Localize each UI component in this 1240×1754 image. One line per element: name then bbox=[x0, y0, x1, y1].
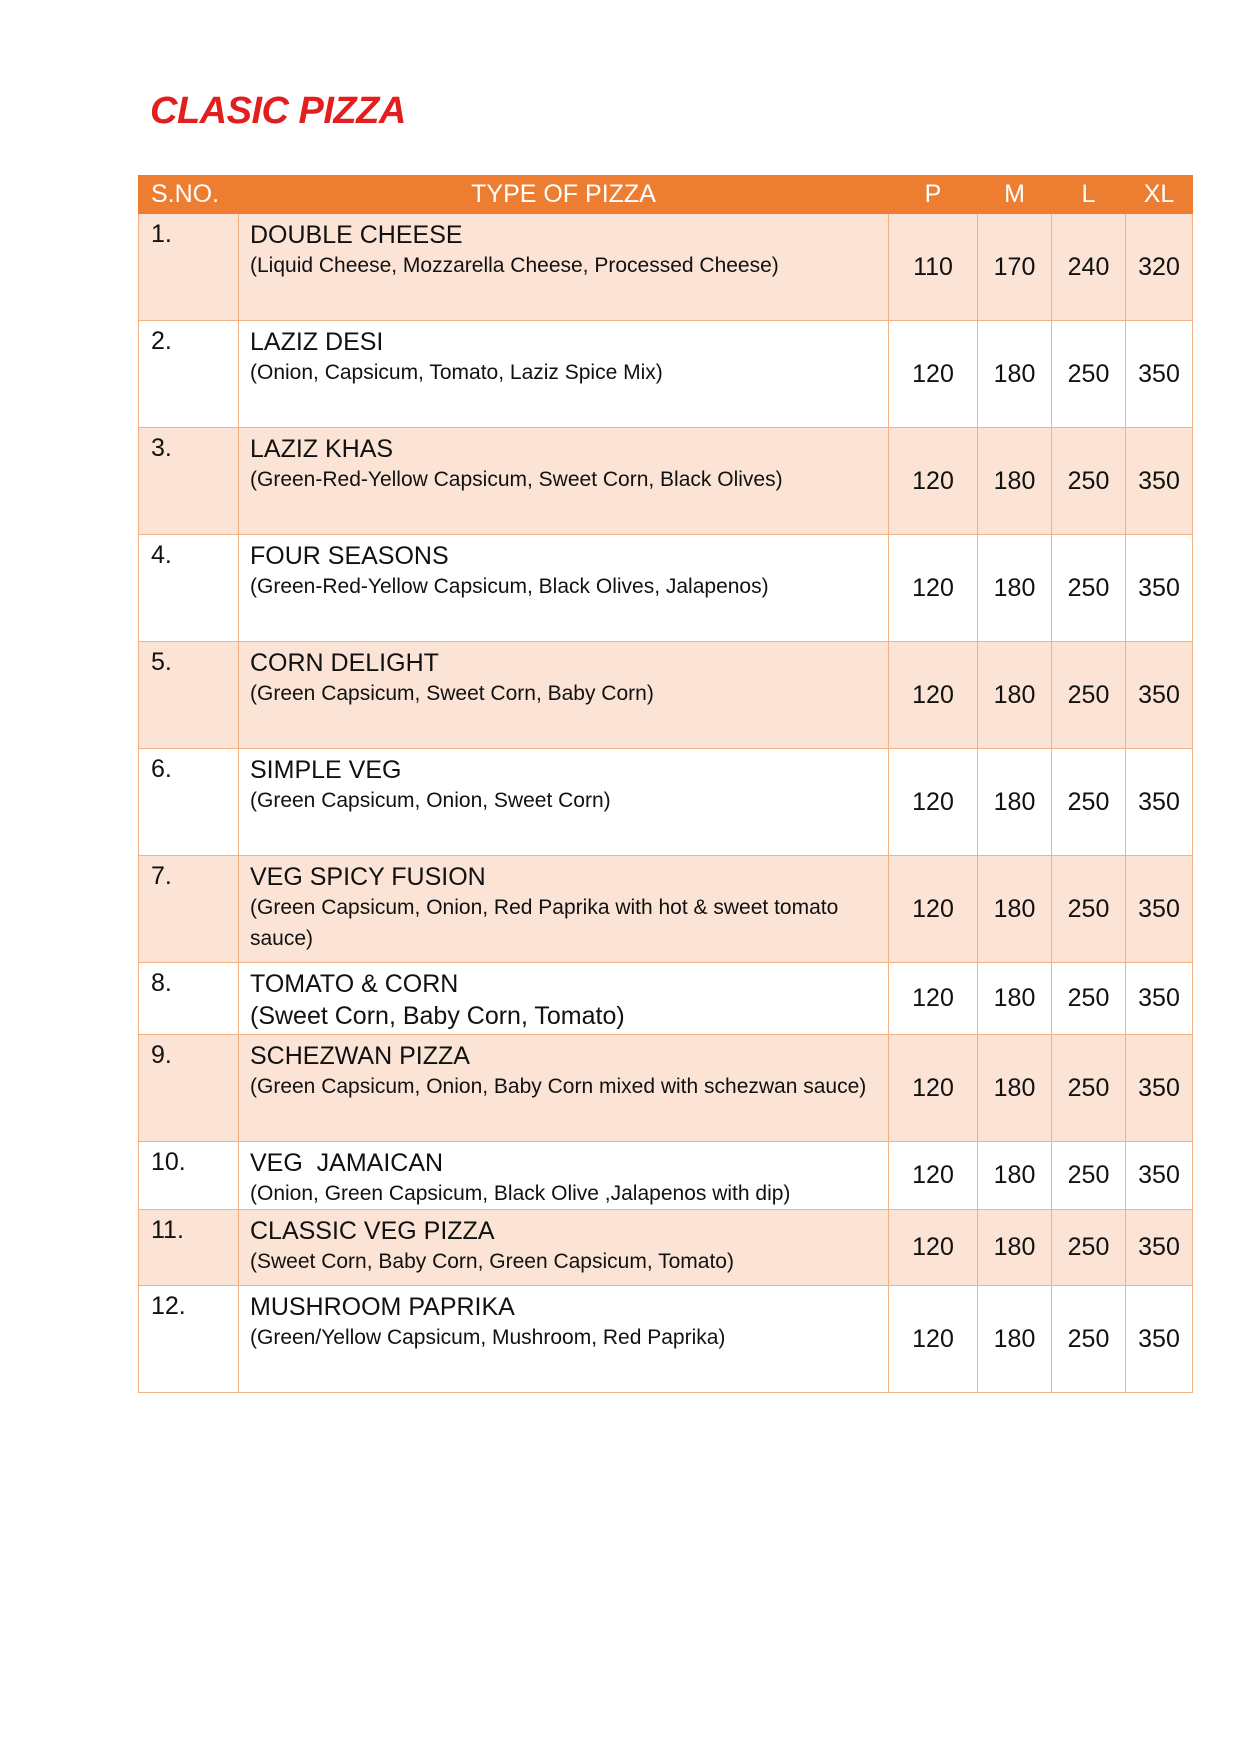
table-row bbox=[139, 321, 1193, 428]
row-sno: 3. bbox=[139, 428, 239, 535]
pizza-cell bbox=[239, 1035, 889, 1142]
price-m: 180 bbox=[978, 535, 1052, 642]
price-l: 250 bbox=[1052, 535, 1126, 642]
table-row bbox=[139, 1142, 1193, 1210]
pizza-cell bbox=[239, 1142, 889, 1210]
pizza-ingredients: (Green Capsicum, Onion, Sweet Corn) bbox=[250, 789, 611, 812]
table-row bbox=[139, 963, 1193, 1035]
table-row bbox=[139, 535, 1193, 642]
pizza-cell bbox=[239, 535, 889, 642]
price-l: 250 bbox=[1052, 856, 1126, 963]
pizza-name: SIMPLE VEG bbox=[250, 756, 402, 784]
price-m: 180 bbox=[978, 1035, 1052, 1142]
pizza-cell bbox=[239, 321, 889, 428]
pizza-ingredients: (Sweet Corn, Baby Corn, Tomato) bbox=[250, 1002, 625, 1030]
row-sno: 4. bbox=[139, 535, 239, 642]
pizza-cell bbox=[239, 428, 889, 535]
row-sno: 12. bbox=[139, 1286, 239, 1393]
price-p: 120 bbox=[889, 1035, 978, 1142]
price-xl: 350 bbox=[1126, 535, 1193, 642]
price-m: 180 bbox=[978, 1142, 1052, 1210]
pizza-cell bbox=[239, 642, 889, 749]
price-p: 120 bbox=[889, 1286, 978, 1393]
price-m: 170 bbox=[978, 214, 1052, 321]
price-p: 120 bbox=[889, 856, 978, 963]
price-m: 180 bbox=[978, 856, 1052, 963]
pizza-name: DOUBLE CHEESE bbox=[250, 221, 463, 249]
row-sno: 1. bbox=[139, 214, 239, 321]
pizza-name: MUSHROOM PAPRIKA bbox=[250, 1293, 515, 1321]
pizza-ingredients: (Sweet Corn, Baby Corn, Green Capsicum, Tomato) bbox=[250, 1250, 734, 1273]
row-sno: 6. bbox=[139, 749, 239, 856]
page-title: CLASIC PIZZA bbox=[150, 90, 406, 132]
price-p: 120 bbox=[889, 1210, 978, 1286]
price-xl: 350 bbox=[1126, 1286, 1193, 1393]
header-p: P bbox=[889, 176, 978, 214]
price-l: 250 bbox=[1052, 1286, 1126, 1393]
table-row bbox=[139, 642, 1193, 749]
price-xl: 350 bbox=[1126, 1142, 1193, 1210]
price-xl: 320 bbox=[1126, 214, 1193, 321]
pizza-cell bbox=[239, 856, 889, 963]
row-sno: 11. bbox=[139, 1210, 239, 1286]
price-p: 120 bbox=[889, 749, 978, 856]
row-sno: 5. bbox=[139, 642, 239, 749]
pizza-name: TOMATO & CORN bbox=[250, 970, 459, 998]
table-row bbox=[139, 1035, 1193, 1142]
price-l: 250 bbox=[1052, 1210, 1126, 1286]
price-l: 250 bbox=[1052, 1142, 1126, 1210]
pizza-name: VEG JAMAICAN bbox=[250, 1149, 444, 1177]
price-l: 250 bbox=[1052, 321, 1126, 428]
table-row bbox=[139, 749, 1193, 856]
price-xl: 350 bbox=[1126, 428, 1193, 535]
table-header-row bbox=[139, 176, 1193, 214]
table-row bbox=[139, 856, 1193, 963]
price-m: 180 bbox=[978, 1286, 1052, 1393]
row-sno: 10. bbox=[139, 1142, 239, 1210]
table-row bbox=[139, 214, 1193, 321]
price-xl: 350 bbox=[1126, 1210, 1193, 1286]
pizza-ingredients: (Onion, Green Capsicum, Black Olive ,Jalapenos with dip) bbox=[250, 1182, 791, 1205]
row-sno: 9. bbox=[139, 1035, 239, 1142]
row-sno: 8. bbox=[139, 963, 239, 1035]
pizza-cell bbox=[239, 214, 889, 321]
price-xl: 350 bbox=[1126, 749, 1193, 856]
pizza-ingredients: (Green Capsicum, Onion, Baby Corn mixed with schezwan sauce) bbox=[250, 1075, 867, 1098]
pizza-cell bbox=[239, 1286, 889, 1393]
pizza-name: CORN DELIGHT bbox=[250, 649, 439, 677]
price-p: 120 bbox=[889, 963, 978, 1035]
price-l: 250 bbox=[1052, 1035, 1126, 1142]
table-row bbox=[139, 1286, 1193, 1393]
price-xl: 350 bbox=[1126, 321, 1193, 428]
price-m: 180 bbox=[978, 642, 1052, 749]
price-l: 250 bbox=[1052, 642, 1126, 749]
price-m: 180 bbox=[978, 321, 1052, 428]
pizza-cell bbox=[239, 1210, 889, 1286]
price-p: 120 bbox=[889, 321, 978, 428]
price-m: 180 bbox=[978, 1210, 1052, 1286]
price-p: 120 bbox=[889, 642, 978, 749]
pizza-name: SCHEZWAN PIZZA bbox=[250, 1042, 470, 1070]
row-sno: 2. bbox=[139, 321, 239, 428]
pizza-name: LAZIZ KHAS bbox=[250, 435, 394, 463]
price-p: 120 bbox=[889, 1142, 978, 1210]
pizza-name: LAZIZ DESI bbox=[250, 328, 384, 356]
price-l: 250 bbox=[1052, 963, 1126, 1035]
header-l: L bbox=[1052, 176, 1126, 214]
price-xl: 350 bbox=[1126, 1035, 1193, 1142]
pizza-ingredients: (Green-Red-Yellow Capsicum, Sweet Corn, Black Olives) bbox=[250, 468, 783, 491]
header-sno: S.NO. bbox=[139, 176, 239, 214]
header-type: TYPE OF PIZZA bbox=[239, 176, 889, 214]
pizza-ingredients: (Liquid Cheese, Mozzarella Cheese, Processed Cheese) bbox=[250, 254, 779, 277]
pizza-ingredients: (Green Capsicum, Onion, Red Paprika with hot & sweet tomato sauce) bbox=[250, 896, 839, 950]
pizza-name: FOUR SEASONS bbox=[250, 542, 449, 570]
header-m: M bbox=[978, 176, 1052, 214]
pizza-ingredients: (Green/Yellow Capsicum, Mushroom, Red Paprika) bbox=[250, 1326, 726, 1349]
price-m: 180 bbox=[978, 963, 1052, 1035]
row-sno: 7. bbox=[139, 856, 239, 963]
price-xl: 350 bbox=[1126, 856, 1193, 963]
table-row bbox=[139, 1210, 1193, 1286]
price-xl: 350 bbox=[1126, 642, 1193, 749]
price-p: 120 bbox=[889, 428, 978, 535]
price-l: 250 bbox=[1052, 749, 1126, 856]
pizza-ingredients: (Green Capsicum, Sweet Corn, Baby Corn) bbox=[250, 682, 654, 705]
price-m: 180 bbox=[978, 428, 1052, 535]
pizza-cell bbox=[239, 963, 889, 1035]
pizza-ingredients: (Green-Red-Yellow Capsicum, Black Olives, Jalapenos) bbox=[250, 575, 769, 598]
pizza-name: VEG SPICY FUSION bbox=[250, 863, 486, 891]
pizza-ingredients: (Onion, Capsicum, Tomato, Laziz Spice Mix) bbox=[250, 361, 663, 384]
price-p: 120 bbox=[889, 535, 978, 642]
table-row bbox=[139, 428, 1193, 535]
price-l: 250 bbox=[1052, 428, 1126, 535]
pizza-menu-table bbox=[138, 175, 1193, 1393]
pizza-cell bbox=[239, 749, 889, 856]
header-xl: XL bbox=[1126, 176, 1193, 214]
price-l: 240 bbox=[1052, 214, 1126, 321]
price-m: 180 bbox=[978, 749, 1052, 856]
pizza-name: CLASSIC VEG PIZZA bbox=[250, 1217, 495, 1245]
price-p: 110 bbox=[889, 214, 978, 321]
price-xl: 350 bbox=[1126, 963, 1193, 1035]
